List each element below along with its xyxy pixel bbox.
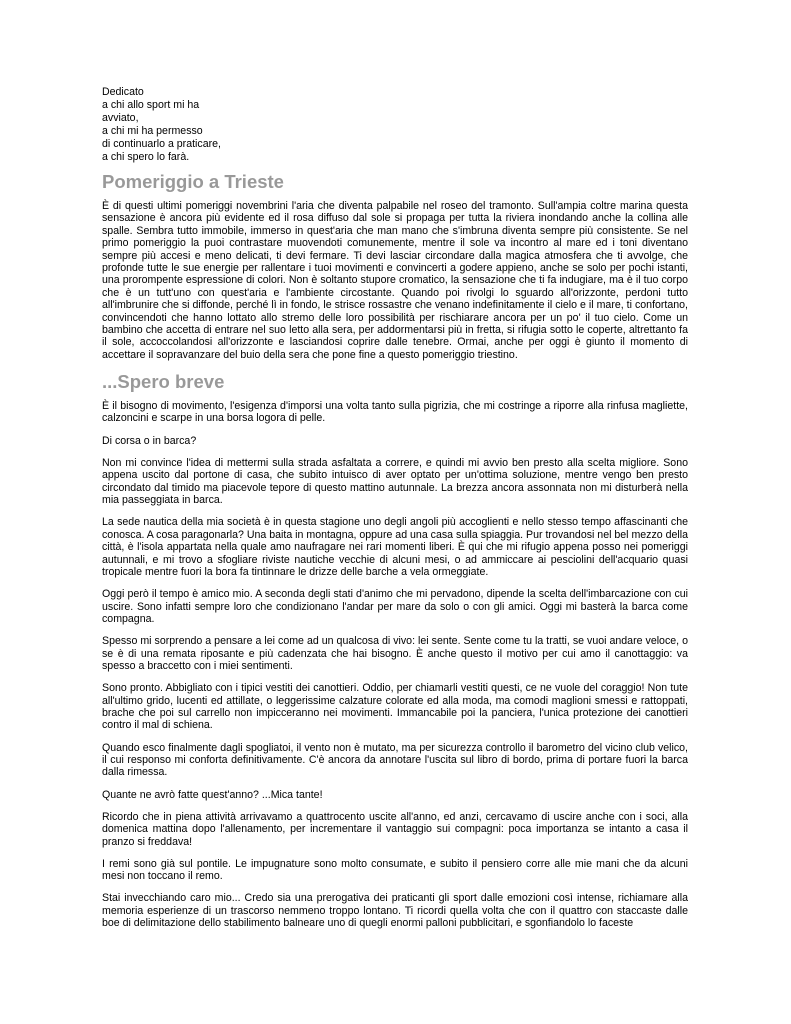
paragraph: Ricordo che in piena attività arrivavamo a quattrocento uscite all'anno, ed anzi, cercavamo di uscire anche con i soci, alla domenica mattina dopo l'allenamento, per incrementare il vantaggio sui compagni: poca importanza se intanto a casa il pranzo si freddava!: [102, 810, 688, 848]
dedication-line: a chi allo sport mi ha: [102, 99, 200, 111]
section-pomeriggio-a-trieste: [102, 171, 688, 361]
dedication-line: a chi mi ha permesso: [102, 125, 203, 137]
dedication-line: Dedicato: [102, 86, 144, 98]
paragraph: Oggi però il tempo è amico mio. A seconda degli stati d'animo che mi pervadono, dipende la scelta dell'imbarcazione con cui uscire. Sono infatti sempre loro che condizionano l'andar per mare da solo o con gli amici. Oggi mi basterà la barca come compagna.: [102, 588, 688, 625]
paragraph: Non mi convince l'idea di mettermi sulla strada asfaltata a correre, e quindi mi avvio ben presto alla scelta migliore. Sono appena uscito dal portone di casa, che subito intuisco di aver optato per un'ottima soluzione, mentre vengo ben presto circondato dal timido ma piacevole tepore di questo mattino autunnale. La brezza ancora assonnata non mi disturberà nella mia passeggiata in barca.: [102, 456, 688, 507]
section-heading: ...Spero breve: [102, 371, 225, 393]
paragraph: Quante ne avrò fatte quest'anno? ...Mica tante!: [102, 788, 323, 801]
dedication-line: avviato,: [102, 112, 139, 124]
document-body: [102, 86, 688, 930]
paragraph: I remi sono già sul pontile. Le impugnature sono molto consumate, e subito il pensiero corre alle mie mani che da alcuni mesi non toccano il remo.: [102, 857, 688, 883]
dedication-line: di continuarlo a praticare,: [102, 138, 221, 150]
paragraph: Quando esco finalmente dagli spogliatoi, il vento non è mutato, ma per sicurezza controllo il barometro del vicino club velico, il cui responso mi conforta definitivamente. C'è ancora da annotare l'uscita sul libro di bordo, prima di portare fuori la barca dalla rimessa.: [102, 741, 688, 779]
paragraph: Stai invecchiando caro mio... Credo sia una prerogativa dei praticanti gli sport dalle emozioni così intense, richiamare alla memoria esperienze di un trascorso nemmeno troppo lontano. Ti ricordi quella volta che con il quattro con staccaste dalle boe di delimitazione dello stabilimento balneare uno di quegli enormi palloni pubblicitari, e sgonfiandolo lo faceste: [102, 892, 688, 930]
paragraph: È di questi ultimi pomeriggi novembrini l'aria che diventa palpabile nel roseo del tramonto. Sull'ampia coltre marina questa sensazione è ancora più evidente ed il rosa diffuso dal sole si propaga per tutta la riviera inondando anche la collina alle spalle. Sembra tutto immobile, immerso in quest'aria che man mano che s'imbruna diventa sempre più consistente. Se nel primo pomeriggio la puoi contrastare muovendoti comunemente, mentre il sole va incontro al mare ed i toni diventano sempre più accesi e meno delicati, ti devi fermare. Ti devi lasciar circondare dalla magica atmosfera che ti avvolge, che profonde tutte le sue energie per rallentare i tuoi movimenti e convincerti a godere appieno, anche se solo per pochi istanti, una prorompente espressione di colori. Non è soltanto stupore cromatico, la sensazione che ti fa indugiare, ma è il tuo corpo che è un tutt'uno con quest'aria e l'ambiente circostante. Quando poi rivolgi lo sguardo all'orizzonte, perdoni tutto all'imbrunire che si diffonde, perché lì in fondo, le strisce rossastre che venano indefinitamente il cielo e il mare, ti confortano, convincendoti che hanno lottato allo stremo delle loro possibilità per rischiarare ancora per un po' il tuo cielo. Come un bambino che accetta di entrare nel suo letto alla sera, per addormentarsi più in fretta, si rifugia sotto le coperte, altrettanto fa il sole, accoccolandosi all'orizzonte e lasciandosi coprire dalle tenebre. Ormai, anche per oggi è giunto il momento di accettare il sopravanzare del buio della sera che pone fine a questo pomeriggio triestino.: [102, 200, 688, 361]
section-spero-breve: [102, 371, 688, 930]
dedication-block: [102, 86, 688, 164]
paragraph: Spesso mi sorprendo a pensare a lei come ad un qualcosa di vivo: lei sente. Sente come tu la tratti, se vuoi andare veloce, o se è di una remata riposante e più cadenzata che hai bisogno. È anche questo il motivo per cui amo il canottaggio: va spesso a braccetto con i miei sentimenti.: [102, 635, 688, 672]
paragraph: Di corsa o in barca?: [102, 434, 197, 447]
dedication-line: a chi spero lo farà.: [102, 151, 190, 163]
paragraph: La sede nautica della mia società è in questa stagione uno degli angoli più accoglienti e nello stesso tempo affascinanti che conosca. A cosa paragonarla? Una baita in montagna, oppure ad una casa sulla spiaggia. Pur trovandosi nel bel mezzo della città, è l'isola appartata nella quale amo naufragare nei rari momenti liberi. È qui che mi rifugio appena posso nei pomeriggi autunnali, e mi trovo a sfogliare riviste nautiche vecchie di alcuni mesi, o ad ammiccare ai pesciolini dell'acquario quasi tropicale mentre fuori la bora fa tintinnare le drizze delle barche a vela ormeggiate.: [102, 516, 688, 578]
paragraph: È il bisogno di movimento, l'esigenza d'imporsi una volta tanto sulla pigrizia, che mi costringe a riporre alla rinfusa magliette, calzoncini e scarpe in una borsa logora di pelle.: [102, 400, 688, 425]
section-heading: Pomeriggio a Trieste: [102, 171, 284, 192]
paragraph: Sono pronto. Abbigliato con i tipici vestiti dei canottieri. Oddio, per chiamarli vestiti questi, ce ne vuole del coraggio! Non tute all'ultimo grido, lucenti ed attillate, o leggerissime calzature colorate ed alla moda, ma comodi maglioni smessi e rattoppati, brache che poi sul carrello non impicceranno nei movimenti. Immancabile poi la panciera, l'unica protezione dei canottieri contro il mal di schiena.: [102, 682, 688, 732]
